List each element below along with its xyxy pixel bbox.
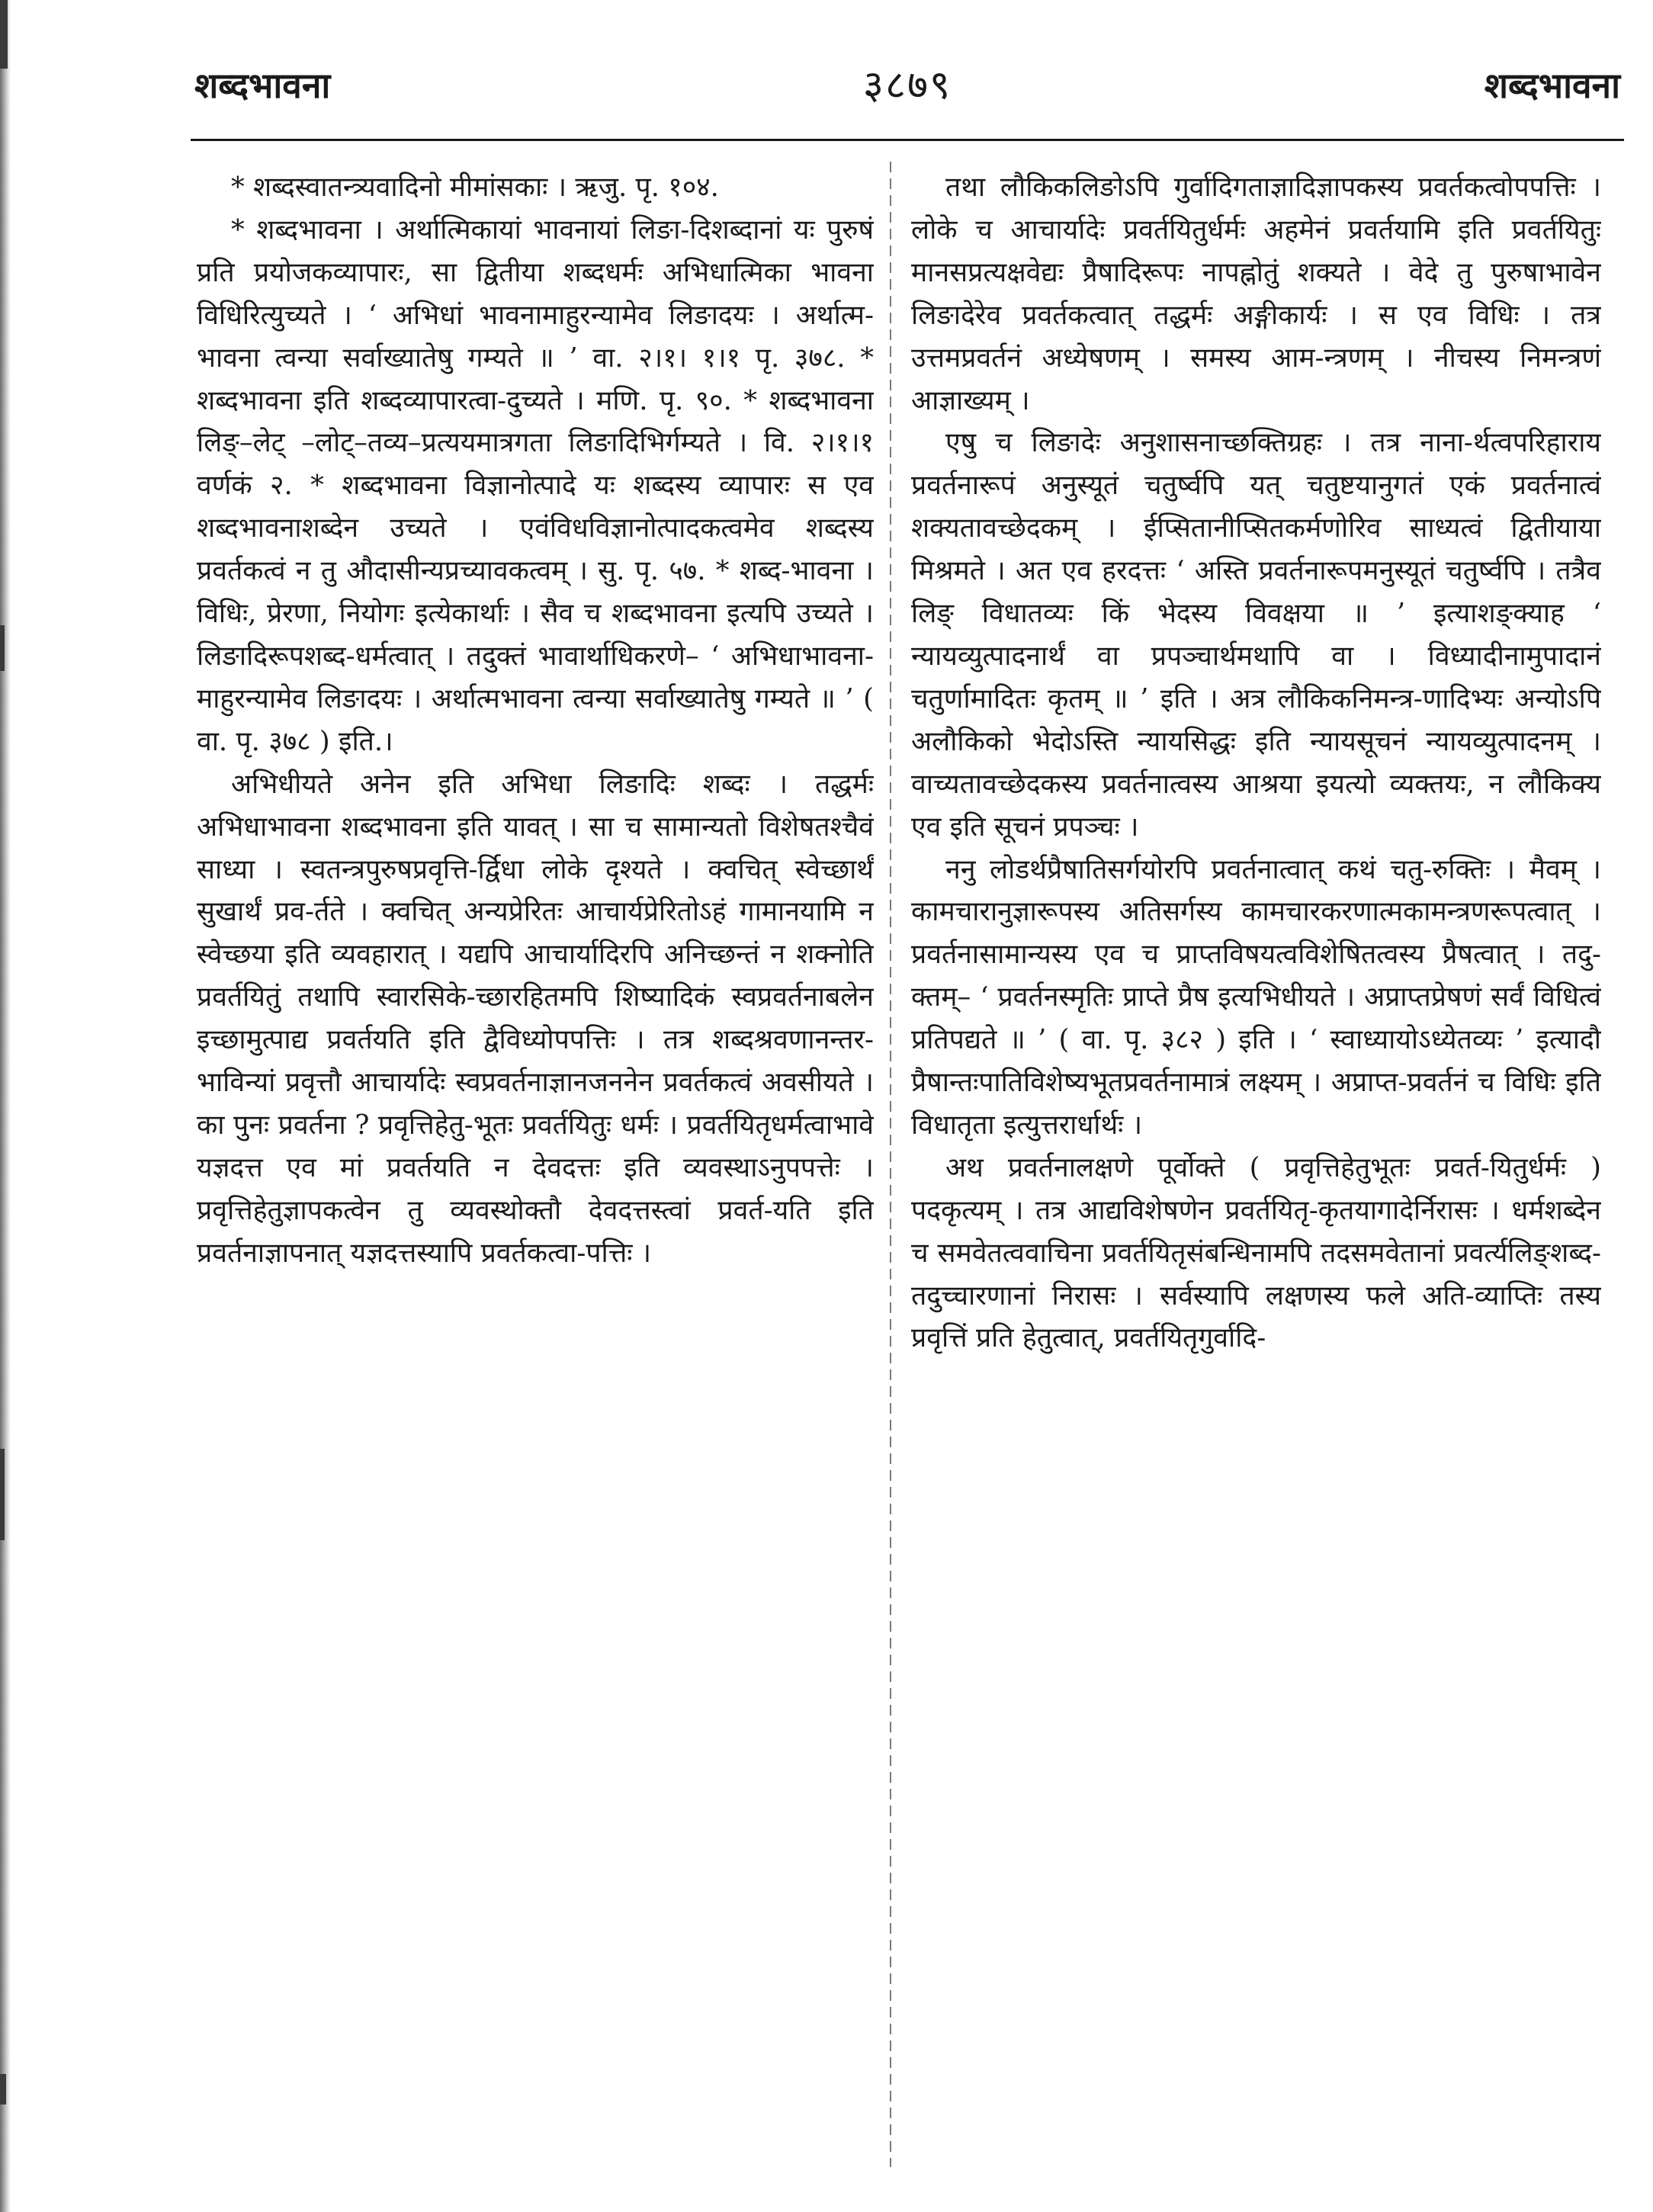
binding-mark xyxy=(0,1449,5,1540)
page-header xyxy=(194,61,1620,122)
binding-mark xyxy=(0,2074,6,2104)
paragraph: * शब्दभावना । अर्थात्मिकायां भावनायां लिङा-दिशब्दानां यः पुरुषं प्रति प्रयोजकव्यापारः, सा द्वितीया शब्दधर्मः अभिधात्मिका भावना विधिरित्युच्यते । ‘ अभिधां भावनामाहुरन्यामेव लिङादयः । अर्थात्म-भावना त्वन्या सर्वाख्यातेषु गम्यते ॥ ’ वा. २।१। १।१ पृ. ३७८. * शब्दभावना इति शब्दव्यापारत्वा-दुच्यते । मणि. पृ. ९०. * शब्दभावना लिङ्–लेट् –लोट्–तव्य–प्रत्ययमात्रगता लिङादिभिर्गम्यते । वि. २।१।१ वर्णकं २. * शब्दभावना विज्ञानोत्पादे यः शब्दस्य व्यापारः स एव शब्दभावनाशब्देन उच्यते । एवंविधविज्ञानोत्पादकत्वमेव शब्दस्य प्रवर्तकत्वं न तु औदासीन्यप्रच्यावकत्वम् । सु. पृ. ५७. * शब्द-भावना । विधिः, प्रेरणा, नियोगः इत्येकार्थाः । सैव च शब्दभावना इत्यपि उच्यते । लिङादिरूपशब्द-धर्मत्वात् । तदुक्तं भावार्थाधिकरणे– ‘ अभिधाभावना-माहुरन्यामेव लिङादयः । अर्थात्मभावना त्वन्या सर्वाख्यातेषु गम्यते ॥ ’ ( वा. पृ. ३७८ ) इति.। xyxy=(197,213,874,757)
paragraph: ननु लोडर्थप्रैषातिसर्गयोरपि प्रवर्तनात्वात् कथं चतु-रुक्तिः । मैवम् । कामचारानुज्ञारूपस्य अतिसर्गस्य कामचारकरणात्मकामन्त्रणरूपत्वात् । प्रवर्तनासामान्यस्य एव च प्राप्तविषयत्वविशेषितत्वस्य प्रैषत्वात् । तदु-क्तम्– ‘ प्रवर्तनस्मृतिः प्राप्ते प्रैष इत्यभिधीयते । अप्राप्तप्रेषणं सर्वं विधित्वं प्रतिपद्यते ॥ ’ ( वा. पृ. ३८२ ) इति । ‘ स्वाध्यायोऽध्येतव्यः ’ इत्यादौ प्रैषान्तःपातिविशेष्यभूतप्रवर्तनामात्रं लक्ष्यम् । अप्राप्त-प्रवर्तनं च विधिः इति विधातृता इत्युत्तरार्धार्थः । xyxy=(911,853,1601,1141)
paragraph: एषु च लिङादेः अनुशासनाच्छक्तिग्रहः । तत्र नाना-र्थत्वपरिहाराय प्रवर्तनारूपं अनुस्यूतं चतुर्ष्वपि यत् चतुष्टयानुगतं एकं प्रवर्तनात्वं शक्यतावच्छेदकम् । ईप्सितानीप्सितकर्मणोरिव साध्यत्वं द्वितीयाया मिश्रमते । अत एव हरदत्तः ‘ अस्ति प्रवर्तनारूपमनुस्यूतं चतुर्ष्वपि । तत्रैव लिङ् विधातव्यः किं भेदस्य विवक्षया ॥ ’ इत्याशङ्क्याह ‘ न्यायव्युत्पादनार्थं वा प्रपञ्चार्थमथापि वा । विध्यादीनामुपादानं चतुर्णामादितः कृतम् ॥ ’ इति । अत्र लौकिकनिमन्त्र-णादिभ्यः अन्योऽपि अलौकिको भेदोऽस्ति न्यायसिद्धः इति न्यायसूचनं न्यायव्युत्पादनम् । वाच्यतावच्छेदकस्य प्रवर्तनात्वस्य आश्रया इयत्यो व्यक्तयः, न लौकिक्य एव इति सूचनं प्रपञ्चः । xyxy=(911,427,1601,843)
binding-mark xyxy=(0,625,5,671)
header-right-title: शब्दभावना xyxy=(1484,65,1620,106)
left-column xyxy=(197,166,874,2164)
paragraph: अभिधीयते अनेन इति अभिधा लिङादिः शब्दः । तद्धर्मः अभिधाभावना शब्दभावना इति यावत् । सा च सामान्यतो विशेषतश्चैवं साध्या । स्वतन्त्रपुरुषप्रवृत्ति-र्द्विधा लोके दृश्यते । क्वचित् स्वेच्छार्थं सुखार्थं प्रव-र्तते । क्वचित् अन्यप्रेरितः आचार्यप्रेरितोऽहं गामानयामि न स्वेच्छया इति व्यवहारात् । यद्यपि आचार्यादिरपि अनिच्छन्तं न शक्नोति प्रवर्तयितुं तथापि स्वारसिके-च्छारहितमपि शिष्यादिकं स्वप्रवर्तनाबलेन इच्छामुत्पाद्य प्रवर्तयति इति द्वैविध्योपपत्तिः । तत्र शब्दश्रवणानन्तर-भाविन्यां प्रवृत्तौ आचार्यादेः स्वप्रवर्तनाज्ञानजननेन प्रवर्तकत्वं अवसीयते । का पुनः प्रवर्तना ? प्रवृत्तिहेतु-भूतः प्रवर्तयितुः धर्मः । प्रवर्तयितृधर्मत्वाभावे यज्ञदत्त एव मां प्रवर्तयति न देवदत्तः इति व्यवस्थाऽनुपपत्तेः । प्रवृत्तिहेतुज्ञापकत्वेन तु व्यवस्थोक्तौ देवदत्तस्त्वां प्रवर्त-यति इति प्रवर्तनाज्ञापनात् यज्ञदत्तस्यापि प्रवर्तकत्वा-पत्तिः । xyxy=(197,768,874,1269)
right-column xyxy=(911,166,1601,2164)
header-rule xyxy=(191,139,1624,141)
paragraph: * शब्दस्वातन्त्र्यवादिनो मीमांसकाः । ऋजु. पृ. १०४. xyxy=(231,172,719,203)
column-divider xyxy=(890,162,891,2167)
binding-mark xyxy=(0,0,8,69)
binding-edge xyxy=(0,0,11,2212)
paragraph: अथ प्रवर्तनालक्षणे पूर्वोक्ते ( प्रवृत्तिहेतुभूतः प्रवर्त-यितुर्धर्मः ) पदकृत्यम् । तत्र आद्यविशेषणेन प्रवर्तयितृ-कृतयागादेर्निरासः । धर्मशब्देन च समवेतत्ववाचिना प्रवर्तयितृसंबन्धिनामपि तदसमवेतानां प्रवर्त्यलिङ्शब्द-तदुच्चारणानां निरासः । सर्वस्यापि लक्षणस्य फले अति-व्याप्तिः तस्य प्रवृत्तिं प्रति हेतुत्वात्, प्रवर्तयितृगुर्वादि- xyxy=(911,1151,1601,1354)
page-number: ३८७९ xyxy=(862,63,952,108)
header-left-title: शब्दभावना xyxy=(194,65,331,106)
paragraph: तथा लौकिकलिङोऽपि गुर्वादिगताज्ञादिज्ञापकस्य प्रवर्तकत्वोपपत्तिः । लोके च आचार्यादेः प्रवर्तयितुर्धर्मः अहमेनं प्रवर्तयामि इति प्रवर्तयितुः मानसप्रत्यक्षवेद्यः प्रैषादिरूपः नापह्नोतुं शक्यते । वेदे तु पुरुषाभावेन लिङादेरेव प्रवर्तकत्वात् तद्धर्मः अङ्गीकार्यः । स एव विधिः । तत्र उत्तमप्रवर्तनं अध्येषणम् । समस्य आम-न्त्रणम् । नीचस्य निमन्त्रणं आज्ञाख्यम् । xyxy=(911,172,1601,416)
